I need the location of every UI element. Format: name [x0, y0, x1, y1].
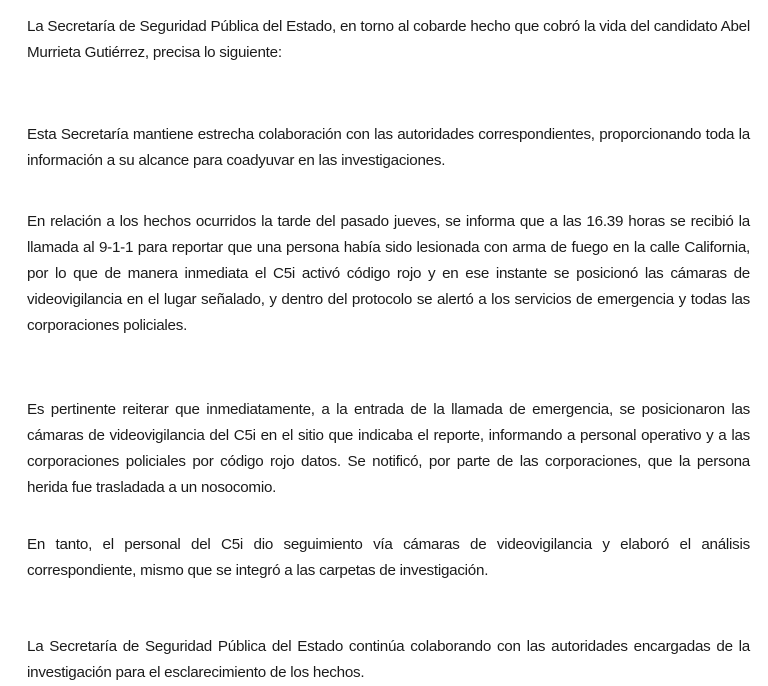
paragraph-c5i-analysis: En tanto, el personal del C5i dio seguimiento vía cámaras de videovigilancia y elaboró el análisis correspondiente, mismo que se integró a las carpetas de investigación.: [27, 536, 750, 579]
paragraph-incident-report: En relación a los hechos ocurridos la tarde del pasado jueves, se informa que a las 16.39 horas se recibió la llamada al 9-1-1 para reportar que una persona había sido lesionada con arma de fuego en la calle California, por lo que de manera inmediata el C5i activó código rojo y en ese instante se posicionó las cámaras de videovigilancia en el lugar señalado, y dentro del protocolo se alertó a los servicios de emergencia y todas las corporaciones policiales.: [27, 213, 750, 334]
paragraph-collaboration: Esta Secretaría mantiene estrecha colaboración con las autoridades correspondientes, proporcionando toda la información a su alcance para coadyuvar en las investigaciones.: [27, 126, 750, 169]
paragraph-emergency-response: Es pertinente reiterar que inmediatamente, a la entrada de la llamada de emergencia, se posicionaron las cámaras de videovigilancia del C5i en el sitio que indicaba el reporte, informando a personal operativo y a las corporaciones policiales por código rojo datos. Se notificó, por parte de las corporaciones, que la persona herida fue trasladada a un nosocomio.: [27, 401, 750, 496]
paragraph-closing: La Secretaría de Seguridad Pública del Estado continúa colaborando con las autoridades encargadas de la investigación para el esclarecimiento de los hechos.: [27, 638, 750, 681]
paragraph-intro: La Secretaría de Seguridad Pública del Estado, en torno al cobarde hecho que cobró la vida del candidato Abel Murrieta Gutiérrez, precisa lo siguiente:: [27, 18, 750, 61]
